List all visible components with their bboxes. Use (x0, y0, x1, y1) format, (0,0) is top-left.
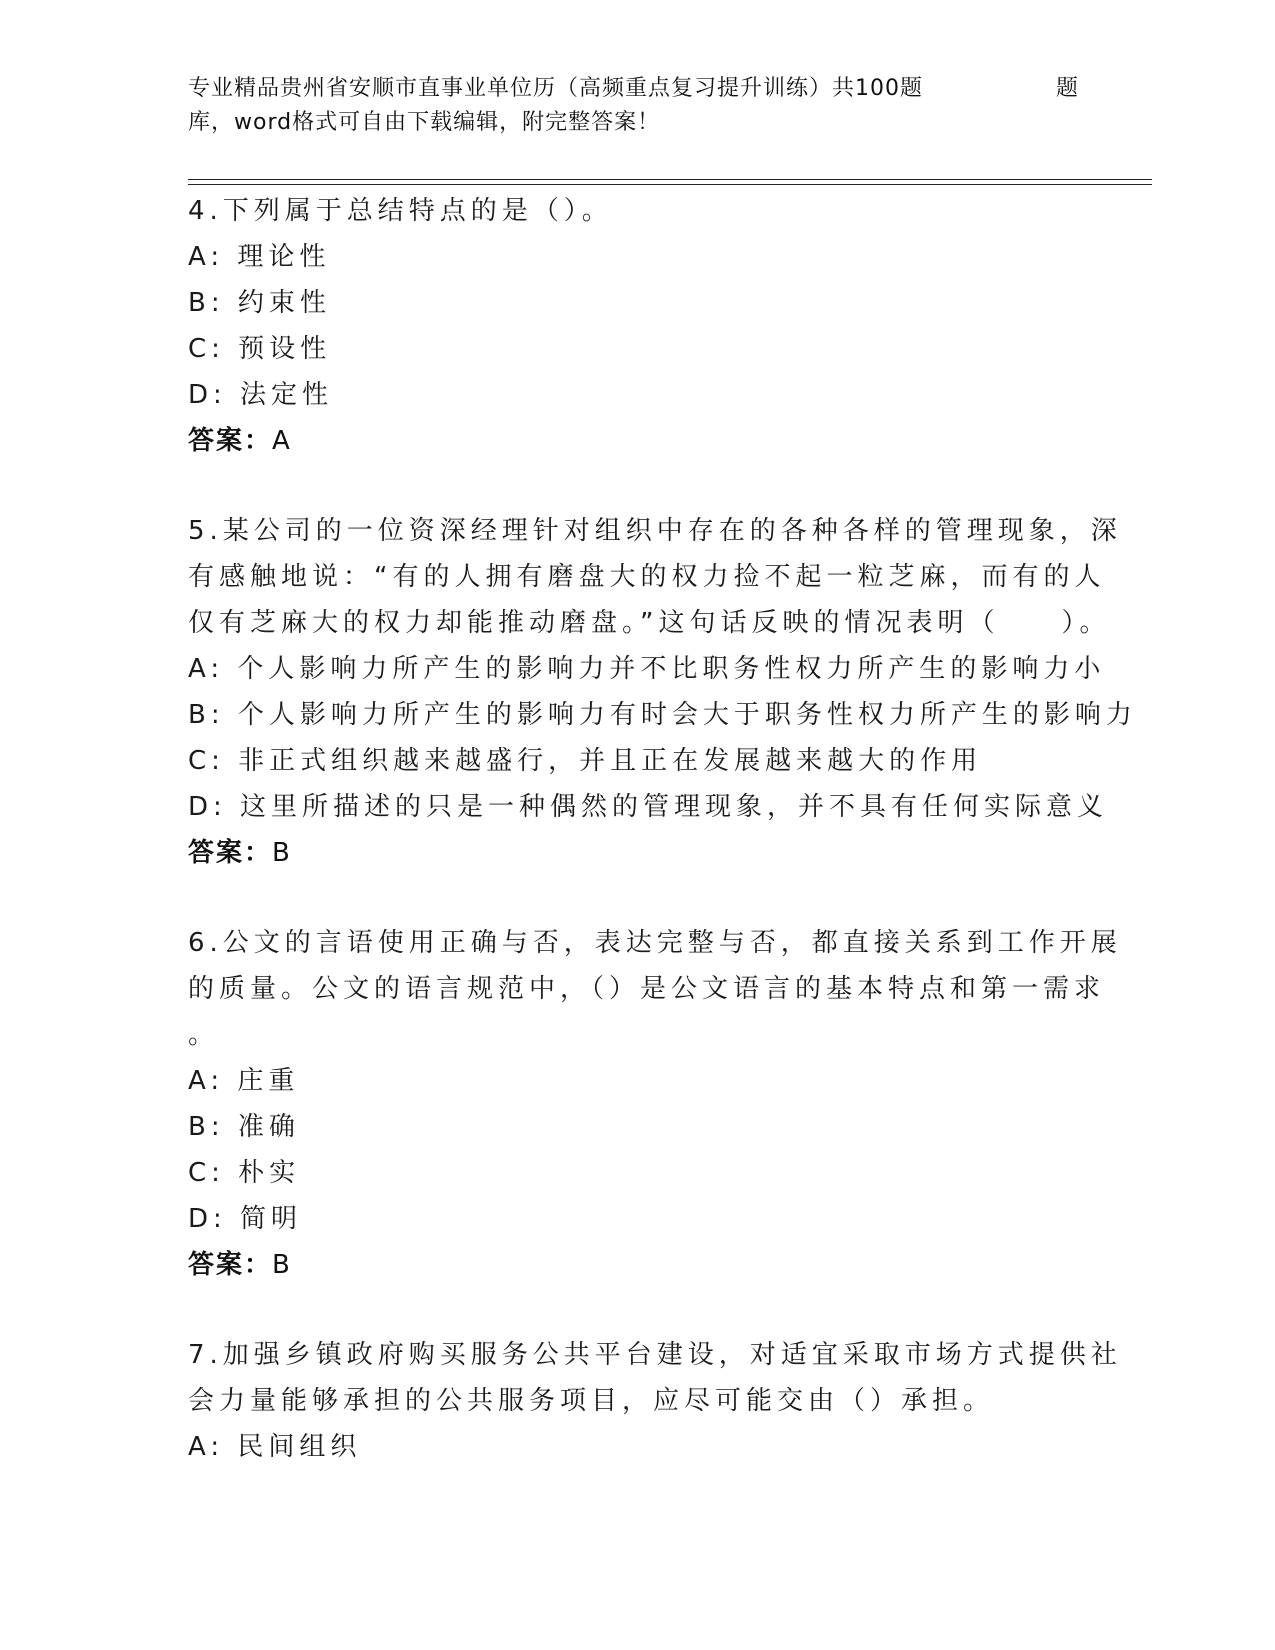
answer-value: B (272, 838, 292, 868)
option-a: A: 民间组织 (188, 1432, 362, 1462)
answer-line (188, 1242, 1088, 1288)
header-line-2: 库，word格式可自由下载编辑，附完整答案！ (188, 110, 661, 135)
option-c: C: 朴实 (188, 1158, 301, 1188)
header-divider-bottom (188, 184, 1152, 185)
question-block (188, 508, 1137, 876)
option-d: D: 这里所描述的只是一种偶然的管理现象，并不具有任何实际意义 (188, 792, 1109, 822)
option-b: B: 个人影响力所产生的影响力有时会大于职务性权力所产生的影响力 (188, 700, 1137, 730)
header-trailing-char: 题 (1056, 76, 1080, 101)
question-text: 6.公文的言语使用正确与否，表达完整与否，都直接关系到工作开展 (188, 928, 1122, 958)
option-d: D: 法定性 (188, 380, 334, 410)
spacer (188, 464, 1088, 508)
question-text: 会力量能够承担的公共服务项目，应尽可能交由（）承担。 (188, 1386, 995, 1416)
page-header (188, 72, 1088, 140)
header-title-text: 专业精品贵州省安顺市直事业单位历（高频重点复习提升训练）共100题 (188, 76, 923, 101)
question-text: 。 (188, 1020, 220, 1050)
header-divider-top (188, 179, 1152, 180)
answer-value: A (272, 426, 292, 456)
question-block (188, 1332, 1122, 1470)
question-list (188, 188, 1137, 1470)
header-line-1 (188, 72, 1088, 106)
spacer (188, 1288, 1088, 1332)
answer-label: 答案： (188, 838, 273, 868)
answer-line (188, 830, 1088, 876)
option-c: C: 预设性 (188, 334, 332, 364)
answer-label: 答案： (188, 426, 273, 456)
option-a: A: 庄重 (188, 1066, 300, 1096)
option-d: D: 简明 (188, 1204, 303, 1234)
option-c: C: 非正式组织越来越盛行，并且正在发展越来越大的作用 (188, 746, 983, 776)
question-block (188, 188, 1088, 464)
option-b: B: 约束性 (188, 288, 331, 318)
option-a: A: 理论性 (188, 242, 331, 272)
option-a: A: 个人影响力所产生的影响力并不比职务性权力所产生的影响力小 (188, 654, 1106, 684)
spacer (188, 876, 1088, 920)
question-text: 4.下列属于总结特点的是（）。 (188, 196, 613, 226)
answer-line (188, 418, 1088, 464)
answer-label: 答案： (188, 1250, 273, 1280)
answer-value: B (272, 1250, 292, 1280)
question-text: 有感触地说：“有的人拥有磨盘大的权力捡不起一粒芝麻，而有的人 (188, 562, 1106, 592)
question-block (188, 920, 1122, 1288)
question-text: 7.加强乡镇政府购买服务公共平台建设，对适宜采取市场方式提供社 (188, 1340, 1122, 1370)
question-text: 的质量。公文的语言规范中，（）是公文语言的基本特点和第一需求 (188, 974, 1106, 1004)
option-b: B: 准确 (188, 1112, 300, 1142)
question-text: 5.某公司的一位资深经理针对组织中存在的各种各样的管理现象，深 (188, 516, 1122, 546)
question-text: 仅有芝麻大的权力却能推动磨盘。”这句话反映的情况表明（ ）。 (188, 608, 1111, 638)
